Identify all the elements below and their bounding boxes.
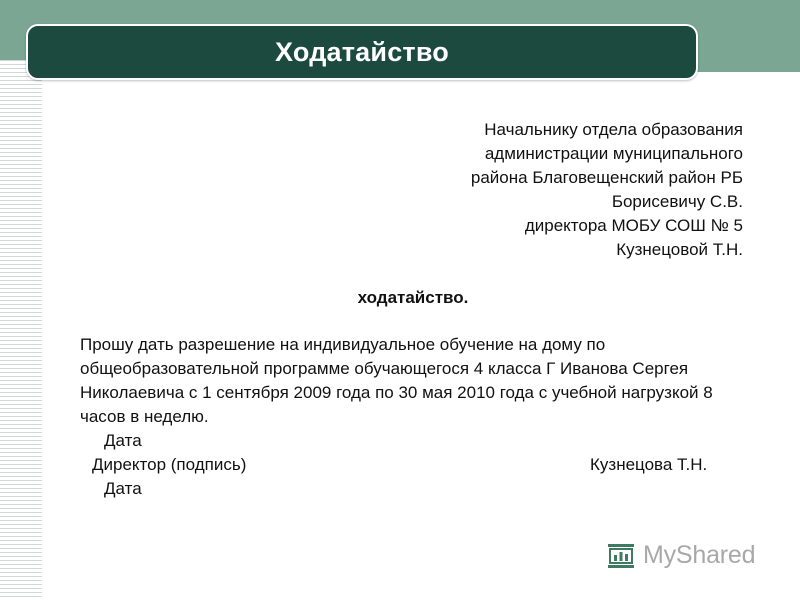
slide-title: Ходатайство [275, 36, 449, 67]
date-label: Дата [104, 479, 142, 498]
date-label: Дата [104, 431, 142, 450]
building-chart-icon [606, 540, 636, 570]
decorative-stripes [0, 60, 42, 600]
addressee-line: администрации муниципального [484, 144, 743, 163]
signature-label: Директор (подпись) [92, 455, 247, 474]
addressee-line: директора МОБУ СОШ № 5 [524, 216, 743, 235]
document-heading: ходатайство. [357, 288, 469, 307]
logo-text: MyShared [643, 540, 756, 569]
signer-name: Кузнецова Т.Н. [590, 455, 708, 474]
slide-title-bar [26, 24, 698, 80]
addressee-line: района Благовещенский район РБ [470, 168, 743, 187]
myshared-logo [606, 536, 766, 574]
addressee-line: Кузнецовой Т.Н. [616, 240, 743, 259]
addressee-line: Борисевичу С.В. [611, 192, 743, 211]
addressee-line: Начальнику отдела образования [484, 120, 743, 139]
document-body: Прошу дать разрешение на индивидуальное обучение на дому по общеобразовательной программе обучающегося 4 класса Г Иванова Сергея Николаевича с 1 сентября 2009 года по 30 мая 2010 года с учебной нагрузкой 8 часов в неделю. [80, 335, 713, 426]
addressee-block [343, 118, 743, 262]
